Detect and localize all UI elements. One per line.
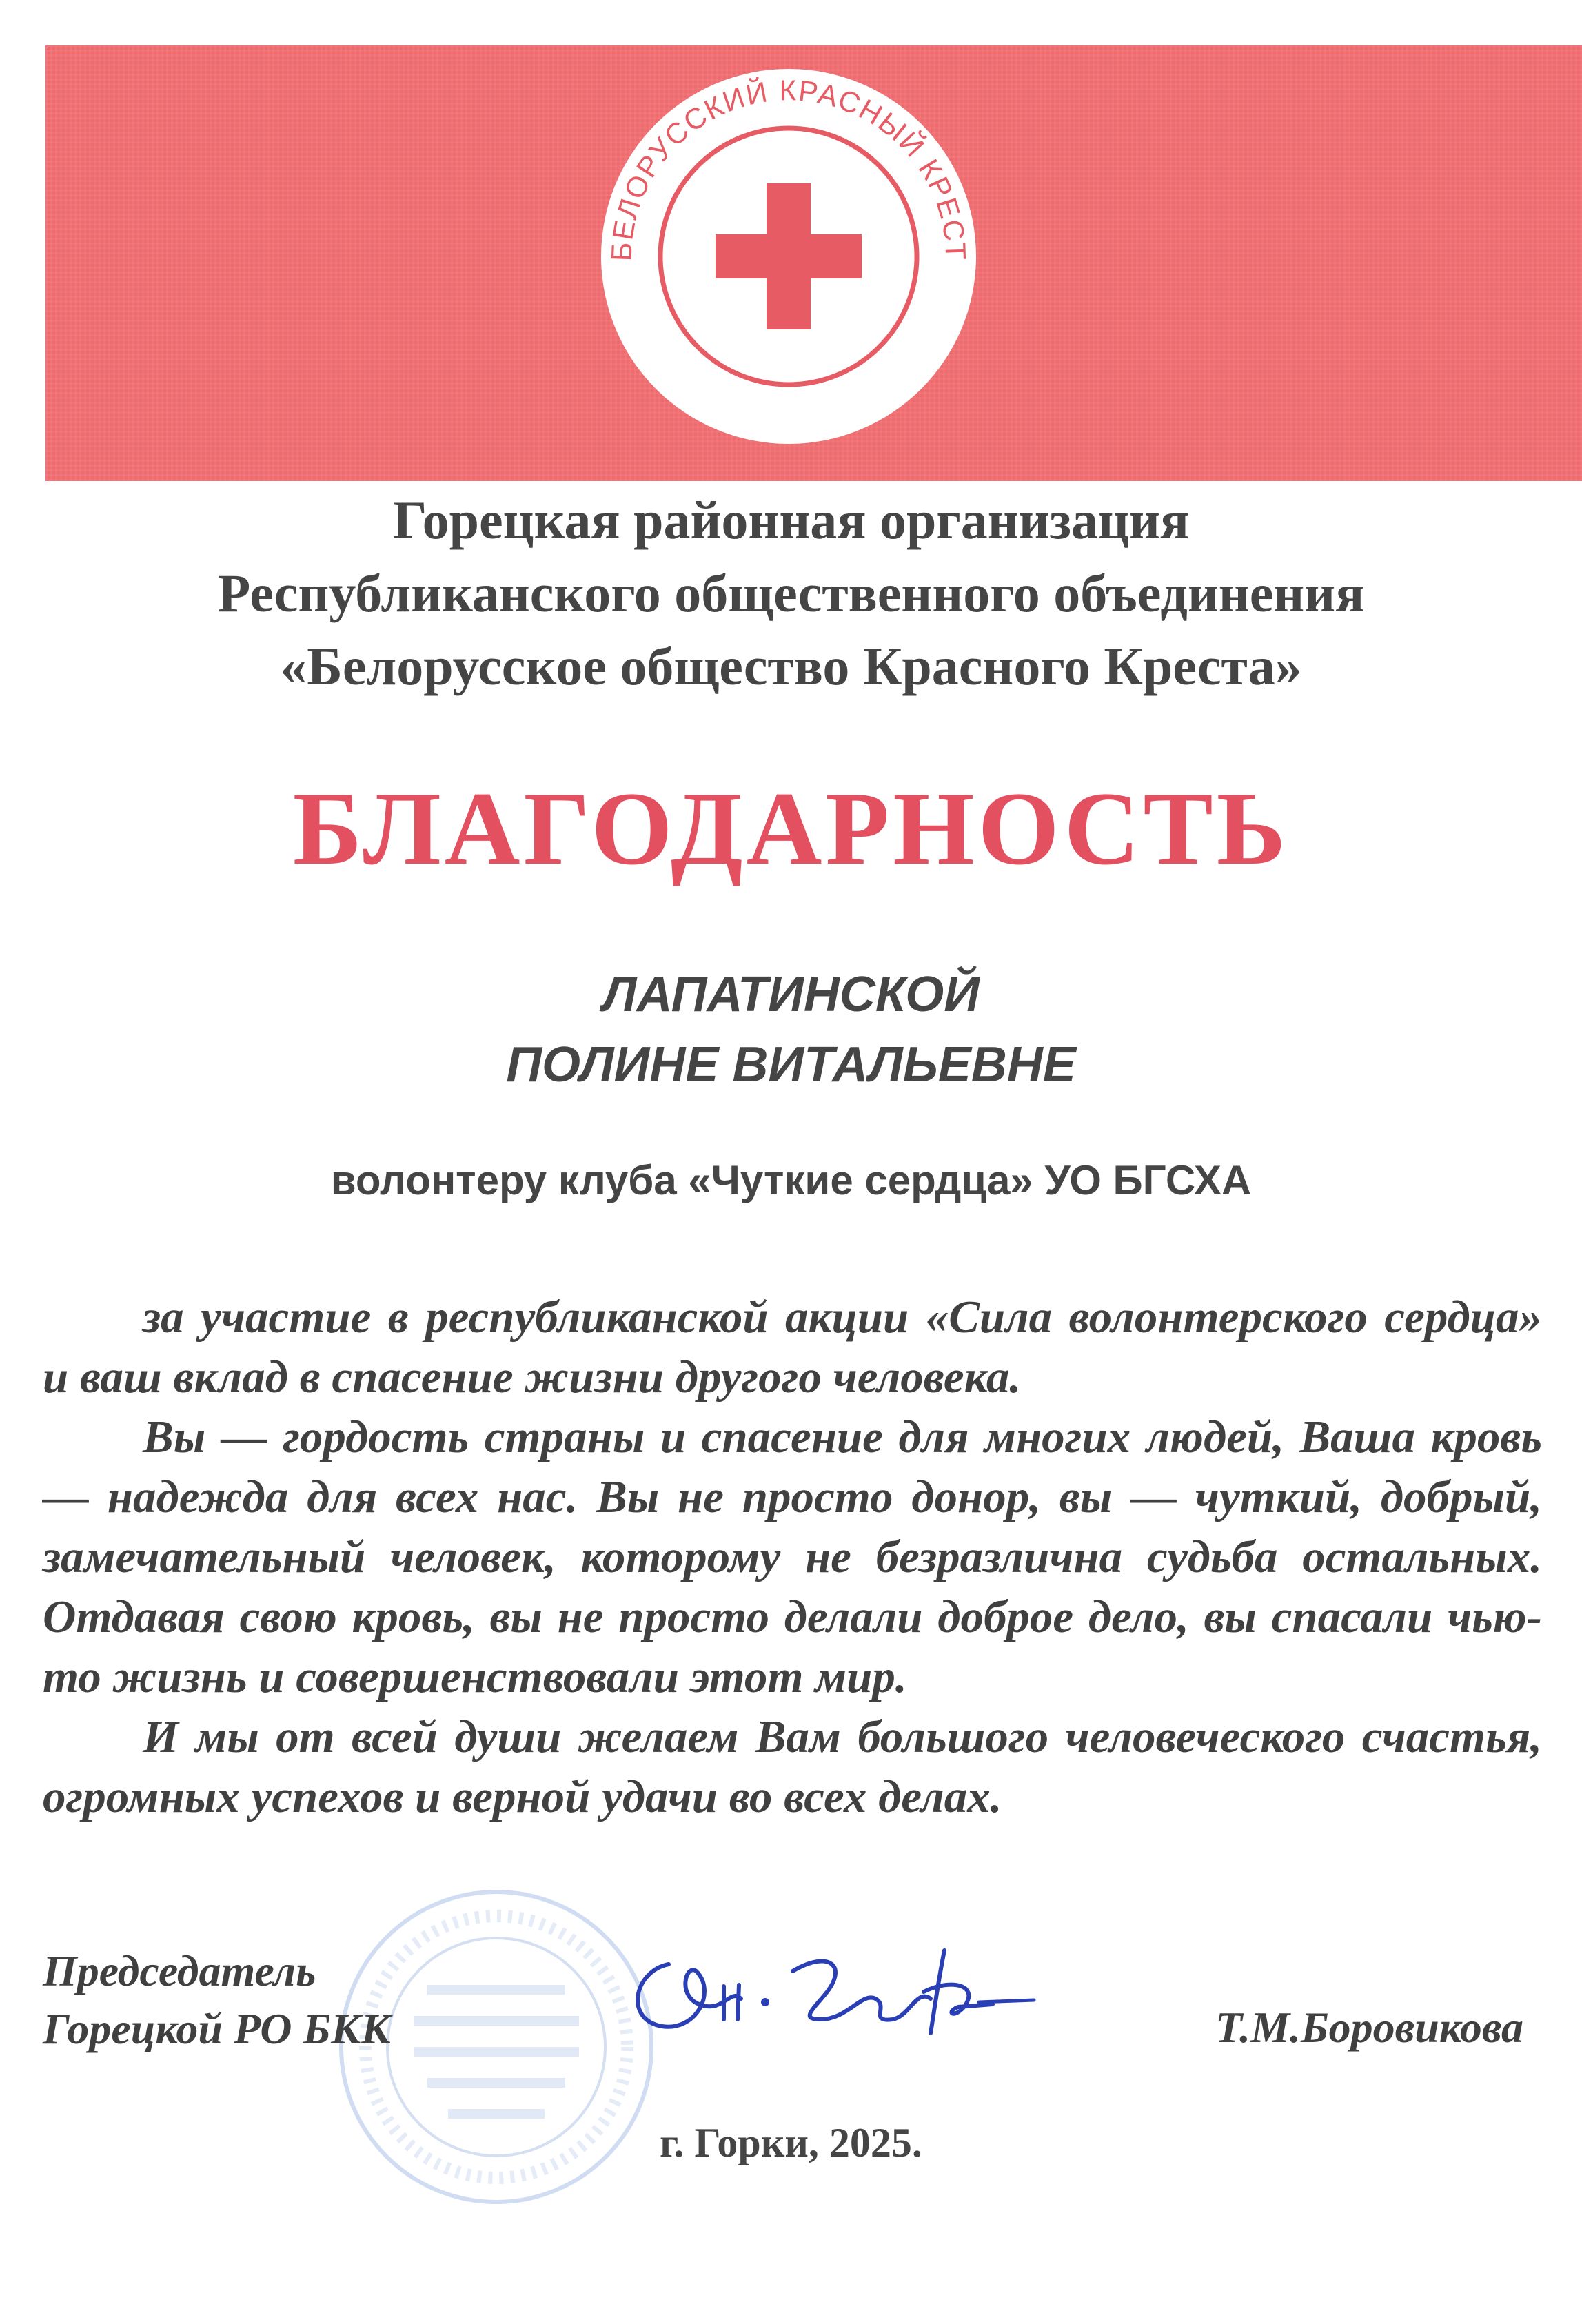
recipient-given-names: ПОЛИНЕ ВИТАЛЬЕВНЕ (506, 1037, 1076, 1092)
recipient-name (0, 959, 1582, 1100)
body-text (43, 1287, 1542, 1827)
place-and-date: г. Горки, 2025. (660, 2120, 922, 2165)
signer-title-line-2: Горецкой РО БКК (43, 2004, 391, 2053)
recipient-role: волонтеру клуба «Чуткие сердца» УО БГСХА (330, 1157, 1252, 1203)
signer-name: Т.М.Боровикова (1215, 2003, 1523, 2052)
organization-line-2: Республиканского общественного объединения (217, 563, 1365, 623)
emblem-ring-text: БЕЛОРУССКИЙ КРАСНЫЙ КРЕСТ (605, 74, 973, 262)
organization-line-3: «Белорусское общество Красного Креста» (280, 636, 1302, 696)
recipient-surname: ЛАПАТИНСКОЙ (602, 967, 980, 1022)
signer-title-line-1: Председатель (43, 1946, 316, 1995)
organization-line-1: Горецкая районная организация (392, 490, 1190, 550)
body-paragraph-1: за участие в республиканской акции «Сила волонтерского сердца» и ваш вклад в спасение жизни другого человека. (43, 1292, 1542, 1403)
signer-title (43, 1942, 391, 2058)
document-title: БЛАГОДАРНОСТЬ (292, 771, 1290, 886)
organization-name (0, 484, 1582, 703)
body-paragraph-3: И мы от всей души желаем Вам большого человеческого счастья, огромных успехов и верной удачи во всех делах. (43, 1711, 1542, 1822)
red-cross-emblem (594, 62, 983, 451)
handwritten-signature-icon (620, 1923, 1048, 2040)
body-paragraph-2: Вы — гордость страны и спасение для многих людей, Ваша кровь — надежда для всех нас. Вы не просто донор, вы — чуткий, добрый, замечательный человек, которому не безразлична судьба остальных. Отдавая свою кровь, вы не просто делали доброе дело, вы спасали чью-то жизнь и совершенствовали этот мир. (43, 1411, 1542, 1702)
